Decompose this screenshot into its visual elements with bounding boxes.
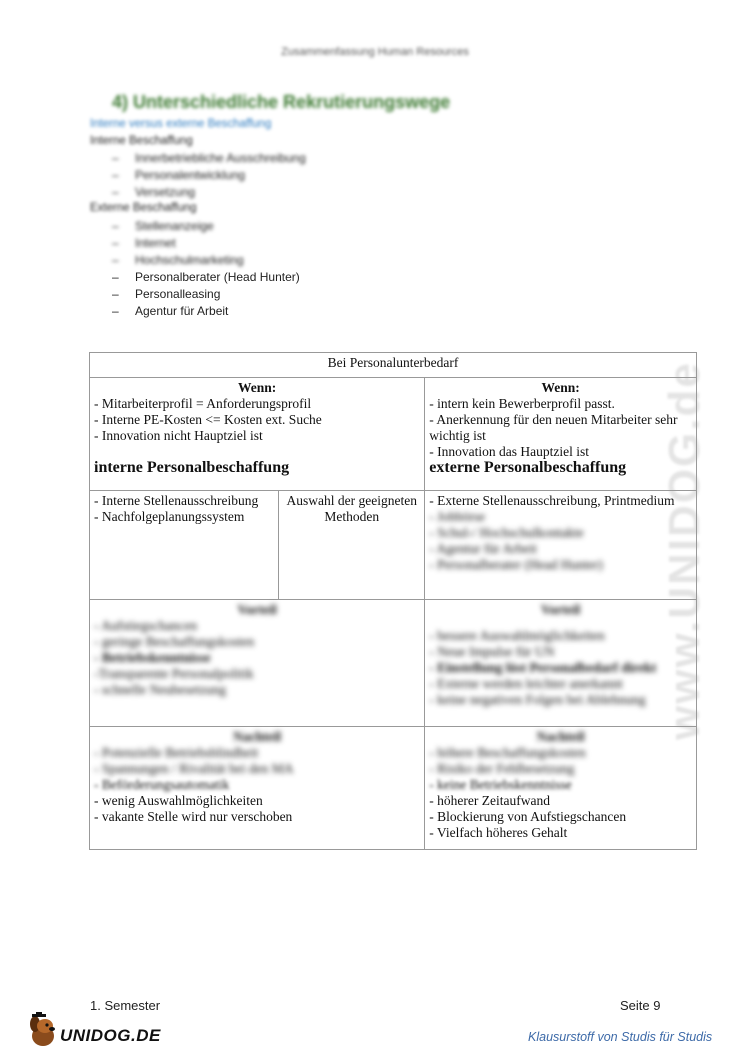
- dash-marker: –: [112, 253, 119, 267]
- wenn-label: Wenn:: [238, 380, 277, 395]
- table-row: [90, 727, 697, 850]
- dash-marker: –: [112, 236, 119, 250]
- result-interne: interne Personalbeschaffung: [94, 459, 290, 476]
- logo-text: UNIDOG.DE: [60, 1026, 161, 1045]
- externe-label: Externe Beschaffung: [90, 202, 197, 214]
- list-item: – Personalleasing: [112, 287, 221, 301]
- dash-marker: –: [112, 151, 119, 165]
- footer-page-number: Seite 9: [620, 998, 661, 1013]
- list-item: – Personalentwicklung: [112, 168, 246, 182]
- list-item: – Stellenanzeige: [112, 219, 214, 233]
- result-externe: externe Personalbeschaffung: [429, 459, 627, 476]
- dash-marker: –: [112, 270, 119, 284]
- watermark: www.UNIDOG.de: [660, 361, 709, 740]
- section-subtitle: Interne versus externe Beschaffung: [90, 118, 272, 130]
- list-item: – Internet: [112, 236, 176, 250]
- interne-label: Interne Beschaffung: [90, 135, 193, 147]
- table-title: Bei Personalunterbedarf: [90, 353, 697, 378]
- list-item: – Versetzung: [112, 185, 196, 199]
- dash-marker: –: [112, 304, 119, 318]
- dash-marker: –: [112, 168, 119, 182]
- dog-icon: [26, 1012, 60, 1050]
- nachteile-right-cell: Nachteil - höhere Beschaffungskosten - Risiko der Fehlbesetzung - keine Betriebskenntnisse - höherer Zeitaufwand - Blockierung von Aufstiegschancen - Vielfach höheres Gehalt: [425, 727, 697, 850]
- list-item: – Agentur für Arbeit: [112, 304, 229, 318]
- list-item: – Innerbetriebliche Ausschreibung: [112, 151, 306, 165]
- methods-left-cell: - Interne Stellenausschreibung - Nachfolgeplanungssystem: [90, 491, 279, 600]
- unidog-logo: [26, 1012, 161, 1050]
- table-row: [90, 378, 697, 491]
- document-header: Zusammenfassung Human Resources: [281, 46, 469, 58]
- interne-list: [112, 150, 306, 201]
- externe-list: [112, 218, 300, 320]
- wenn-label: Wenn:: [541, 380, 580, 395]
- methods-right-cell: - Externe Stellenausschreibung, Printmedium - Jobbörse - Schul-/ Hochschulkontakte - Agentur für Arbeit - Personalberater (Head Hunter): [425, 491, 697, 600]
- nachteile-left-cell: Nachteil - Potenzielle Betriebsblindheit - Spannungen / Rivalität bei den MA - Beförderungsautomatik - wenig Auswahlmöglichkeiten - vakante Stelle wird nur verschoben: [90, 727, 425, 850]
- table-title-row: [90, 353, 697, 378]
- dash-marker: –: [112, 185, 119, 199]
- dash-marker: –: [112, 219, 119, 233]
- right-conditions-cell: Wenn: - intern kein Bewerberprofil passt. - Anerkennung für den neuen Mitarbeiter sehr wichtig ist - Innovation das Hauptziel ist externe Personalbeschaffung: [425, 378, 697, 491]
- vorteile-right-cell: Vorteil - bessere Auswahlmöglichkeiten - Neue Impulse für UN - Einstellung löst Personalbedarf direkt - Externe werden leichter anerkannt - keine negativen Folgen bei Ablehnung: [425, 600, 697, 727]
- dash-marker: –: [112, 287, 119, 301]
- left-conditions-cell: Wenn: - Mitarbeiterprofil = Anforderungsprofil - Interne PE-Kosten <= Kosten ext. Suche - Innovation nicht Hauptziel ist interne Personalbeschaffung: [90, 378, 425, 491]
- list-item: – Personalberater (Head Hunter): [112, 270, 300, 284]
- recruitment-table: [89, 352, 697, 850]
- footer-tagline: Klausurstoff von Studis für Studis: [528, 1030, 713, 1044]
- methods-middle-cell: Auswahl der geeigneten Methoden: [279, 491, 425, 600]
- list-item: – Hochschulmarketing: [112, 253, 244, 267]
- table-row: [90, 491, 697, 600]
- section-title: 4) Unterschiedliche Rekrutierungswege: [112, 92, 451, 112]
- vorteile-left-cell: Vorteil - Aufstiegschancen - geringe Beschaffungskosten - Betriebskenntnisse -Transparente Personalpolitik - schnelle Neubesetzung: [90, 600, 425, 727]
- table-row: [90, 600, 697, 727]
- footer-semester: 1. Semester: [90, 998, 161, 1013]
